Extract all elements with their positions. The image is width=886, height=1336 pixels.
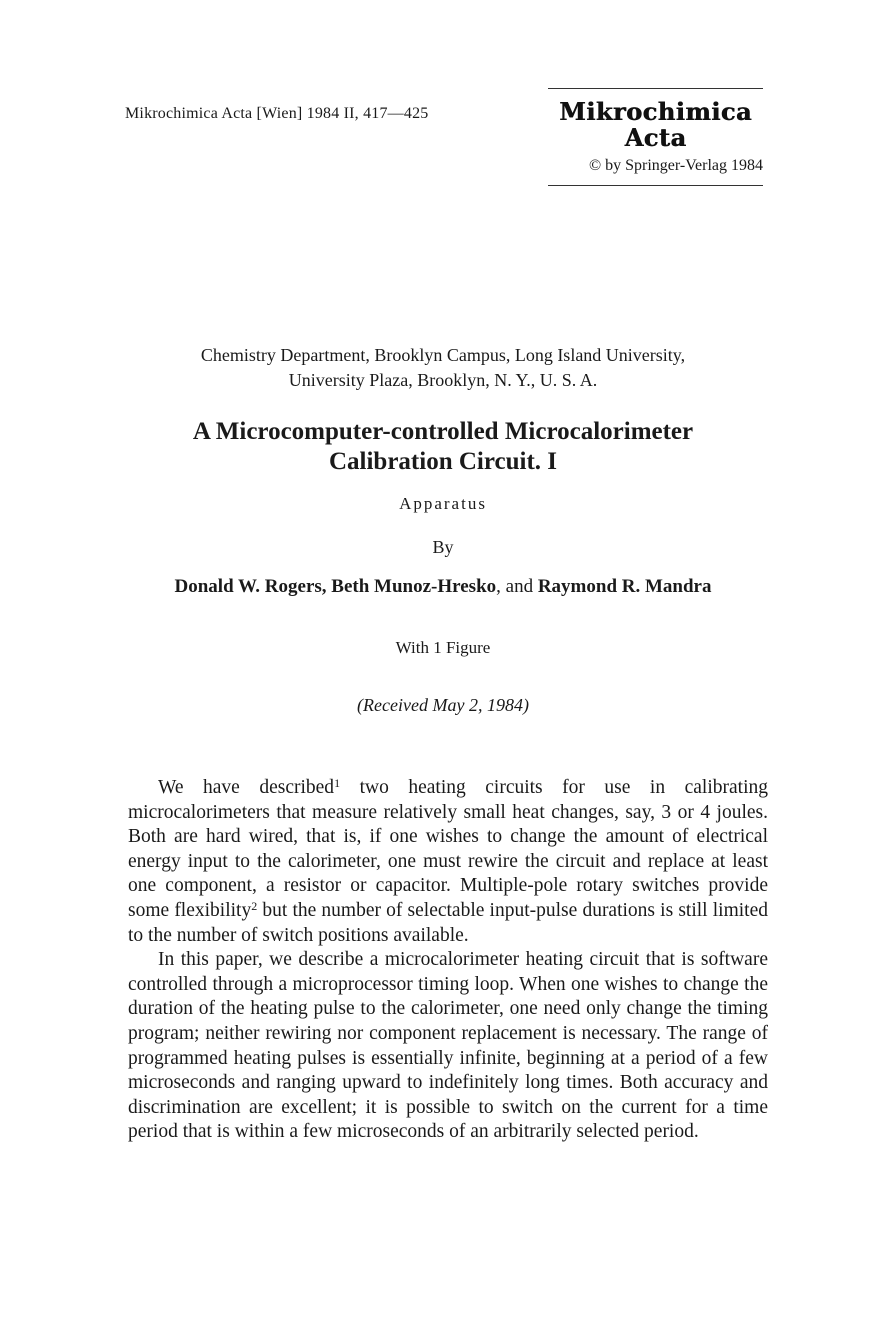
journal-masthead <box>548 88 763 186</box>
copyright-notice: © by Springer-Verlag 1984 <box>588 157 763 174</box>
paper-title <box>100 417 786 477</box>
reference-marker-1: 1 <box>334 776 341 790</box>
body-paragraph-2: In this paper, we describe a microcalorimeter heating circuit that is software controlled through a microprocessor timing loop. When one wishes to change the duration of the heating pulse to the calorimeter, one need only change the timing program; neither rewiring nor component replacement is necessary. The range of programmed heating pulses is essentially infinite, beginning at a period of a few microseconds and ranging upward to indefinitely long times. Both accuracy and discrimination are excellent; it is possible to switch on the current for a time period that is within a few microseconds of an arbitrarily selected period. <box>128 949 768 1143</box>
title-line-1: A Microcomputer-controlled Microcalorimeter <box>192 418 694 445</box>
figure-count-note: With 1 Figure <box>395 638 491 657</box>
masthead-top-rule <box>548 88 763 89</box>
journal-citation: Mikrochimica Acta [Wien] 1984 II, 417—425 <box>125 105 429 122</box>
affiliation <box>100 343 786 393</box>
paragraph-1-text-a: We have described <box>158 777 335 798</box>
masthead-bottom-rule <box>548 185 763 186</box>
affiliation-line-1: Chemistry Department, Brooklyn Campus, Long Island University, <box>200 345 686 365</box>
paragraph-1-text-b: two heating circuits for use in calibrating microcalorimeters that measure relatively small heat changes, say, 3 or 4 joules. Both are hard wired, that is, if one wishes to change the amount of electrical energy input to the calorimeter, one must rewire the circuit and replace at least one component, a resistor or capacitor. Multiple-pole rotary switches provide some flexibility <box>128 777 768 921</box>
paragraph-1-text-c: but the number of selectable input-pulse durations is still limited to the number of switch positions available. <box>128 899 768 946</box>
title-line-2: Calibration Circuit. I <box>328 448 557 475</box>
reference-marker-2: 2 <box>251 898 258 913</box>
author-separator-1: , <box>321 576 332 597</box>
body-paragraph-1 <box>128 776 768 948</box>
received-date: (Received May 2, 1984) <box>357 695 529 715</box>
author-2: Beth Munoz-Hresko <box>331 576 497 597</box>
journal-logo: Mikrochimica Acta <box>559 97 752 152</box>
author-3: Raymond R. Mandra <box>537 576 712 597</box>
author-separator-2: , and <box>496 576 538 597</box>
author-list <box>100 576 786 598</box>
author-1: Donald W. Rogers <box>174 576 322 597</box>
article-body <box>128 776 768 1145</box>
paper-subtitle: Apparatus <box>399 494 487 513</box>
affiliation-line-2: University Plaza, Brooklyn, N. Y., U. S. A. <box>288 370 598 390</box>
by-line: By <box>432 537 454 557</box>
